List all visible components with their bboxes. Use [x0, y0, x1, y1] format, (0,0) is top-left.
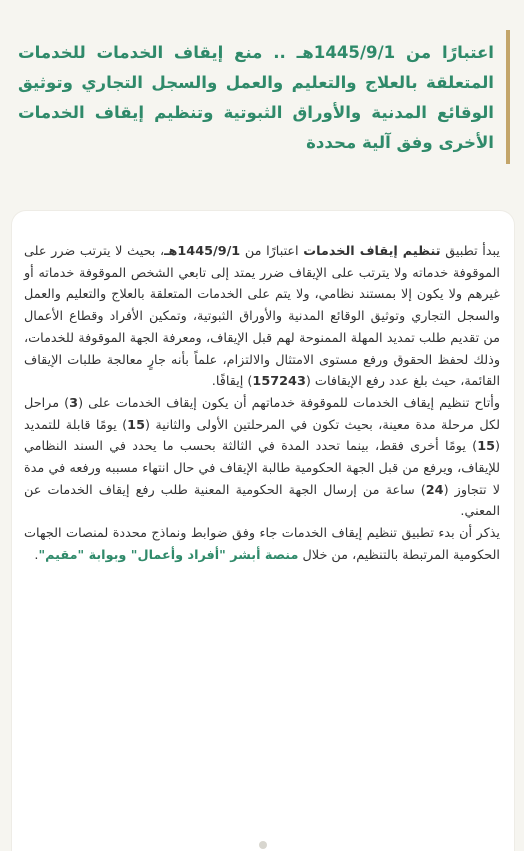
text-run: ) يومًا قابلة للتمديد ( [24, 417, 500, 455]
highlight-regulation-name: تنظيم إيقاف الخدمات [303, 244, 441, 259]
headline-block [12, 30, 510, 164]
text-run: ) يومًا أخرى فقط، بينما تحدد المدة في الثالثة بحسب ما يحدد في السند النظامي للإيقاف، ويرفع من قبل الجهة الحكومية طالبة الإيقاف في حال انتهاء مسببه ورفعه في مدة لا تتجاوز ( [24, 439, 500, 498]
text-run: ) إيقافًا. [211, 374, 253, 390]
article-card [12, 211, 514, 851]
highlight-stages-count: 3 [69, 395, 79, 411]
text-run: . [34, 547, 39, 563]
article-body [24, 241, 500, 567]
highlight-extension-days: 15 [477, 439, 495, 455]
text-run: اعتبارًا من [240, 244, 304, 259]
highlight-lifted-count: 157243 [252, 374, 306, 390]
text-run: يبدأ تطبيق [440, 244, 500, 259]
text-run: ) مراحل لكل مرحلة مدة معينة، بحيث تكون في المرحلتين الأولى والثانية ( [24, 395, 500, 433]
text-run: ، بحيث لا يترتب ضرر على الموقوفة خدماته ولا يترتب على الإيقاف ضرر يمتد إلى تابعي الشخص الموقوفة خدماته أو غيرهم ولا يكون إلا بمستند نظامي، ولا يتم على الخدمات المتعلقة بالعلاج والتعليم والعمل والسجل التجاري وتوثيق الوقائع المدنية والأوراق الثبوتية، وتمكين الأفراد وقطاع الأعمال من تقديم طلب تمديد المهلة الممنوحة لهم قبل الإيقاف، ومعرفة الجهة الموقوفة للخدمات، وذلك لحفظ الحقوق ورفع مستوى الامتثال والالتزام، علماً بأنه جارٍ معالجة طلبات الإيقاف القائمة، حيث بلغ عدد رفع الإيقافات ( [24, 244, 500, 390]
highlight-stage-days: 15 [127, 417, 145, 433]
article-paragraph-1 [24, 241, 500, 393]
text-run: وأتاح تنظيم إيقاف الخدمات للموقوفة خدماتهم أن يكون إيقاف الخدمات على ( [78, 395, 500, 411]
article-paragraph-2 [24, 393, 500, 523]
headline: اعتبارًا من 1445/9/1هـ .. منع إيقاف الخدمات للخدمات المتعلقة بالعلاج والتعليم والعمل والسجل التجاري وتوثيق الوقائع المدنية والأوراق الثبوتية وتنظيم إيقاف الخدمات الأخرى وفق آلية محددة [18, 43, 494, 152]
text-run: يذكر أن بدء تطبيق تنظيم إيقاف الخدمات جاء وفق ضوابط ونماذج محددة لمنصات الجهات الحكومية المرتبطة بالتنظيم، من خلال [24, 526, 500, 563]
highlight-start-date: 1445/9/1هـ [164, 244, 241, 259]
text-run: ) ساعة من إرسال الجهة الحكومية المعنية طلب رفع إيقاف الخدمات عن المعني. [24, 482, 500, 520]
highlight-platforms: منصة أبشر "أفراد وأعمال" وبوابة "مقيم" [38, 547, 299, 563]
article-paragraph-3 [24, 523, 500, 566]
scroll-indicator-dot [259, 841, 267, 849]
highlight-lift-hours: 24 [425, 482, 444, 498]
